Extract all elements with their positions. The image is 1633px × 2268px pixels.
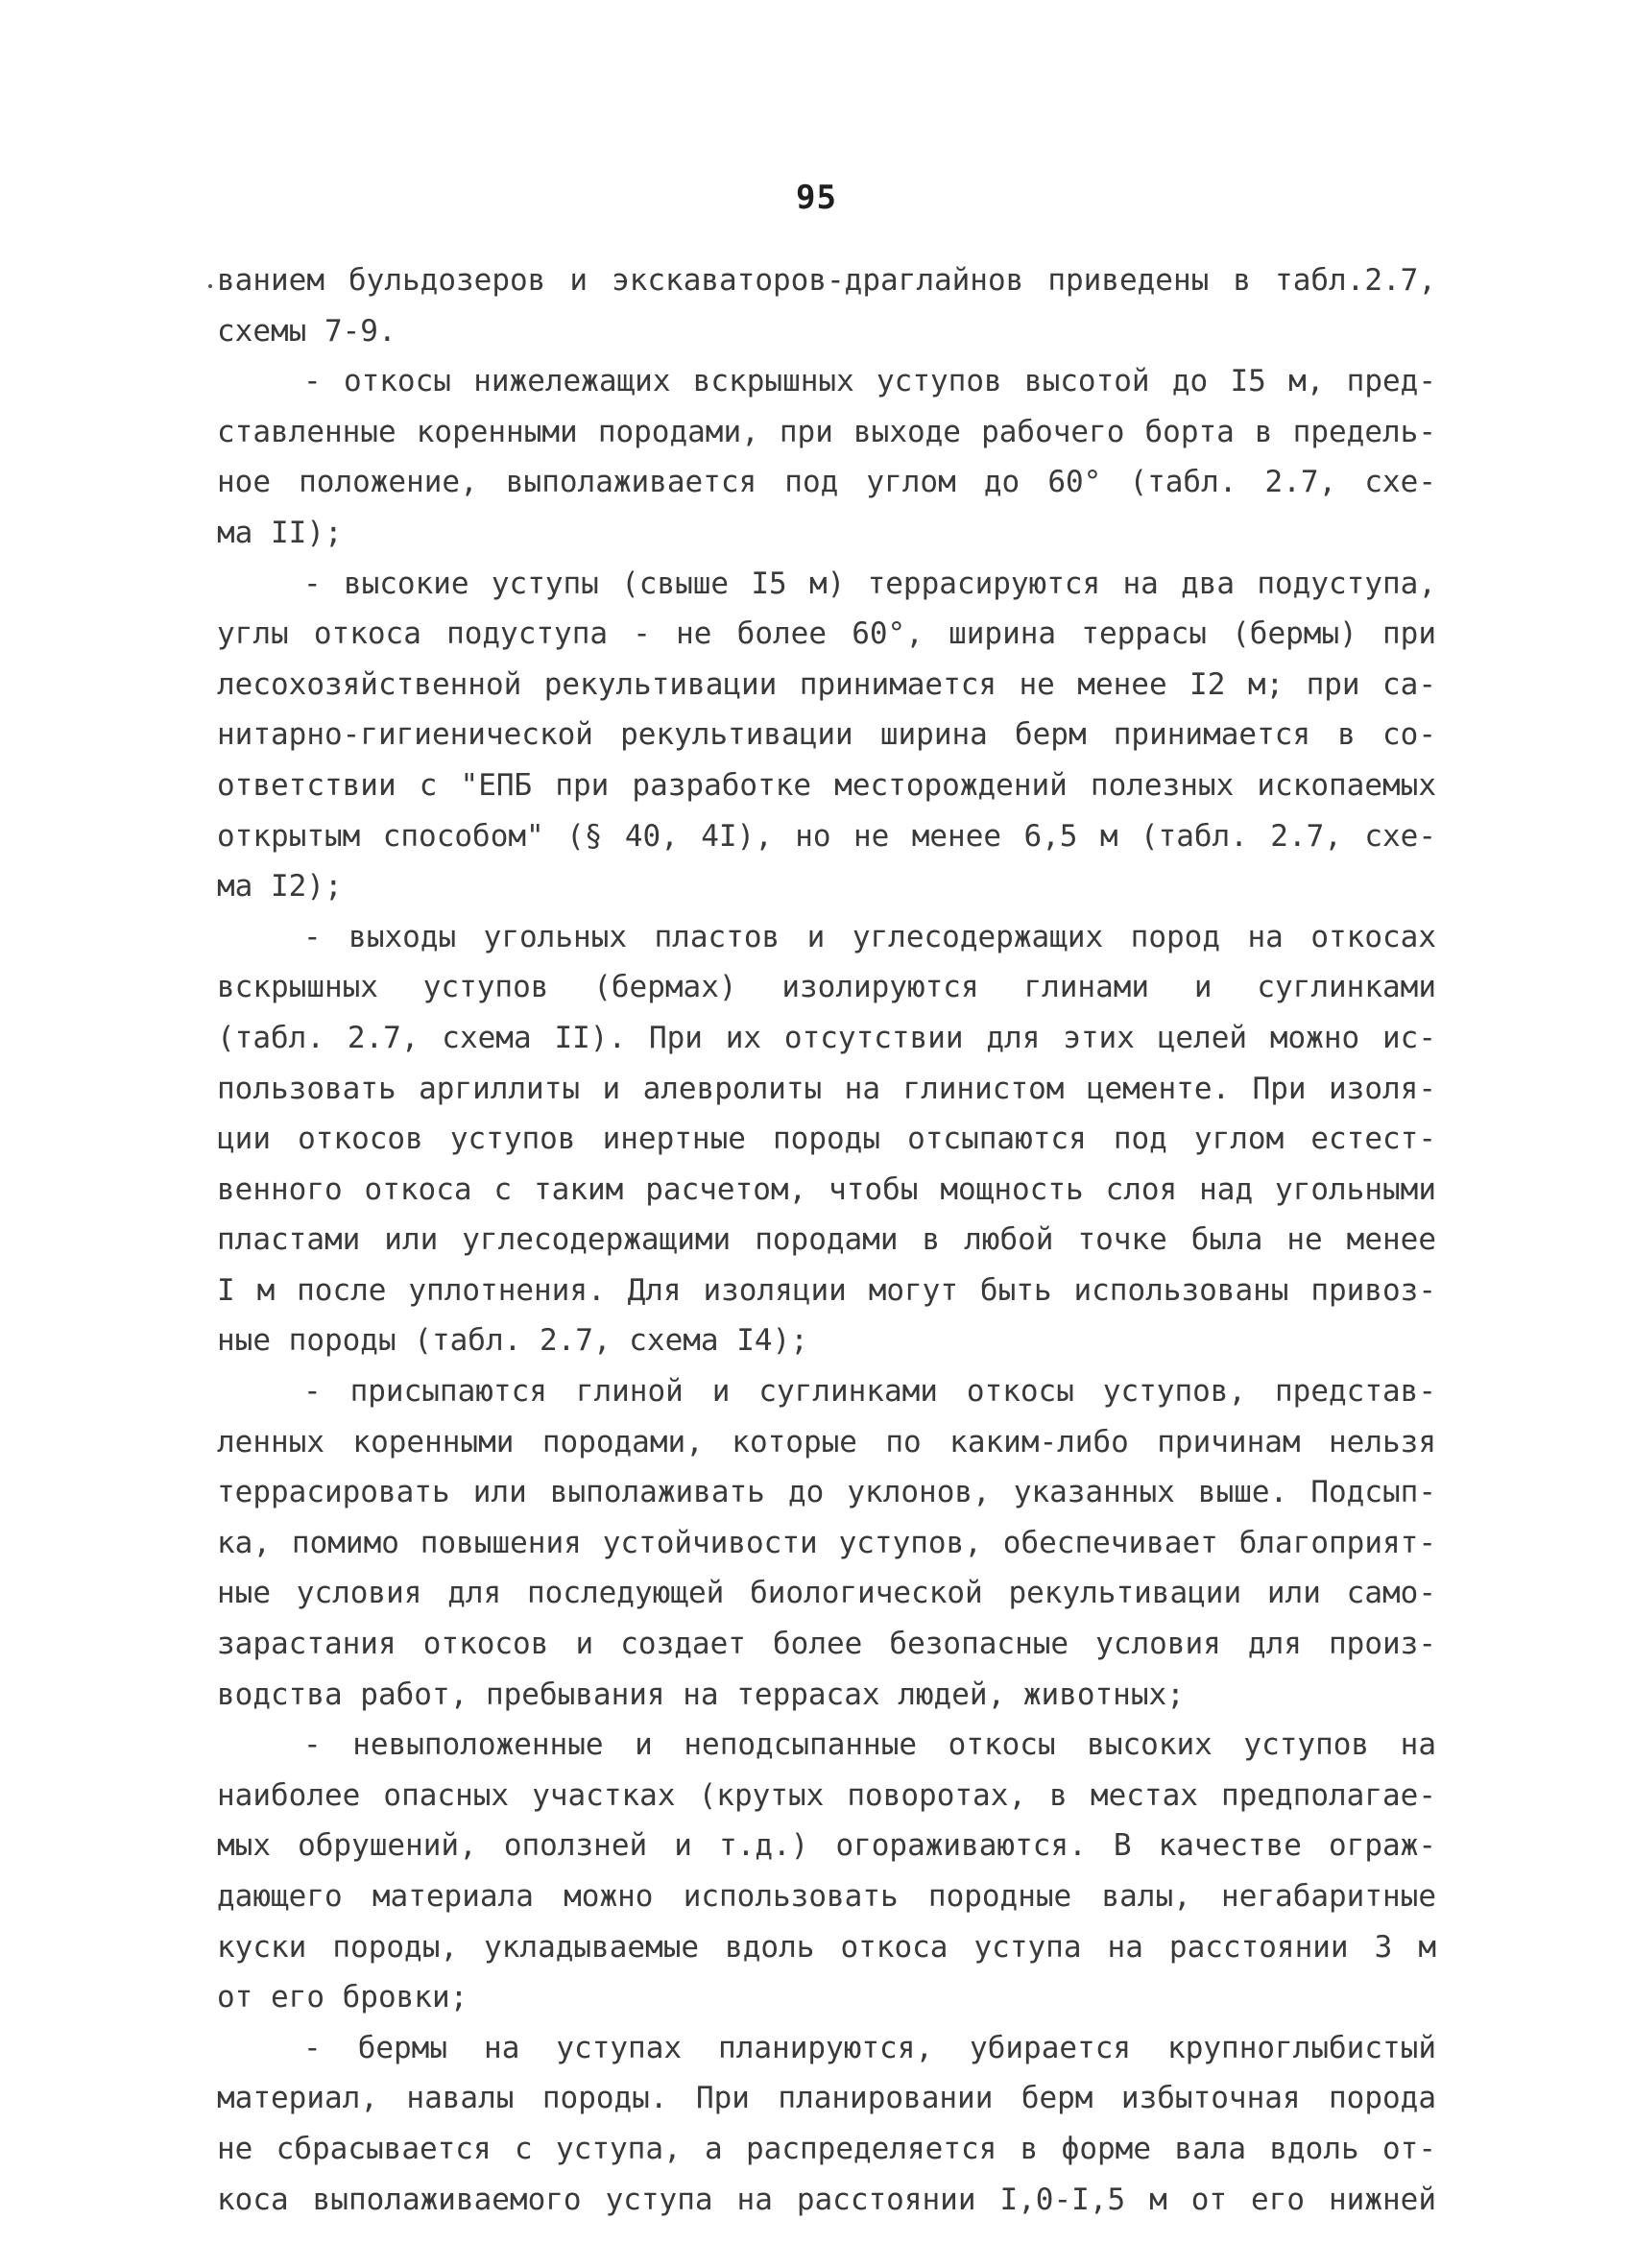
- text-line: ции откосов уступов инертные породы отсыпаются под углом естест-: [217, 1122, 1436, 1157]
- text-line: дающего материала можно использовать породные валы, негабаритные: [217, 1879, 1436, 1914]
- text-line: террасировать или выполаживать до уклонов, указанных выше. Подсып-: [217, 1475, 1436, 1510]
- text-line: нитарно-гигиенической рекультивации ширина берм принимается в со-: [217, 717, 1436, 753]
- text-line: ма II);: [217, 515, 343, 550]
- text-line: ное положение, выполаживается под углом до 60° (табл. 2.7, схе-: [217, 465, 1436, 500]
- text-line: мых обрушений, оползней и т.д.) огораживаются. В качестве ограж-: [217, 1828, 1436, 1864]
- text-line: - откосы нижележащих вскрышных уступов высотой до I5 м, пред-: [303, 364, 1436, 399]
- text-line: ответствии с "ЕПБ при разработке месторождений полезных ископаемых: [217, 767, 1436, 803]
- text-line: открытым способом" (§ 40, 4I), но не менее 6,5 м (табл. 2.7, схе-: [217, 818, 1436, 854]
- text-line: - присыпаются глиной и суглинками откосы уступов, представ-: [303, 1374, 1436, 1410]
- text-line: ные породы (табл. 2.7, схема I4);: [217, 1323, 808, 1359]
- text-line: наиболее опасных участках (крутых поворотах, в местах предполагае-: [217, 1777, 1436, 1813]
- text-line: углы откоса подуступа - не более 60°, ширина террасы (бермы) при: [217, 616, 1436, 652]
- text-line: венного откоса с таким расчетом, чтобы мощность слоя над угольными: [217, 1171, 1436, 1207]
- text-line: материал, навалы породы. При планировании берм избыточная порода: [217, 2081, 1436, 2116]
- text-line: зарастания откосов и создает более безопасные условия для произ-: [217, 1627, 1436, 1662]
- text-line: - бермы на уступах планируются, убирается крупноглыбистый: [303, 2030, 1436, 2065]
- margin-dot: [208, 284, 212, 288]
- text-line: ванием бульдозеров и экскаваторов-драглайнов приведены в табл.2.7,: [217, 263, 1436, 298]
- page-number: 95: [796, 179, 837, 217]
- text-line: вскрышных уступов (бермах) изолируются глинами и суглинками: [217, 970, 1436, 1005]
- text-line: ные условия для последующей биологической рекультивации или само-: [217, 1576, 1436, 1611]
- text-line: лесохозяйственной рекультивации принимается не менее I2 м; при са-: [217, 666, 1436, 702]
- body-text: [217, 255, 1436, 2225]
- text-line: схемы 7-9.: [217, 313, 396, 349]
- text-line: - выходы угольных пластов и углесодержащих пород на откосах: [303, 919, 1436, 954]
- text-line: - невыположенные и неподсыпанные откосы высоких уступов на: [303, 1727, 1436, 1763]
- text-line: ка, помимо повышения устойчивости уступов, обеспечивает благоприят-: [217, 1525, 1436, 1560]
- text-line: от его бровки;: [217, 1980, 468, 2015]
- text-line: ставленные коренными породами, при выходе рабочего борта в предель-: [217, 414, 1436, 449]
- text-line: ленных коренными породами, которые по каким-либо причинам нельзя: [217, 1424, 1436, 1460]
- text-line: куски породы, укладываемые вдоль откоса уступа на расстоянии 3 м: [217, 1929, 1436, 1965]
- text-line: (табл. 2.7, схема II). При их отсутствии для этих целей можно ис-: [217, 1020, 1436, 1055]
- text-line: пользовать аргиллиты и алевролиты на глинистом цементе. При изоля-: [217, 1071, 1436, 1106]
- text-line: - высокие уступы (свыше I5 м) террасируются на два подуступа,: [303, 566, 1436, 601]
- text-line: водства работ, пребывания на террасах людей, животных;: [217, 1677, 1185, 1712]
- text-line: не сбрасывается с уступа, а распределяется в форме вала вдоль от-: [217, 2131, 1436, 2166]
- text-line: I м после уплотнения. Для изоляции могут быть использованы привоз-: [217, 1272, 1436, 1308]
- text-line: пластами или углесодержащими породами в любой точке была не менее: [217, 1222, 1436, 1258]
- text-line: коса выполаживаемого уступа на расстоянии I,0-I,5 м от его нижней: [217, 2182, 1436, 2217]
- text-line: ма I2);: [217, 869, 343, 905]
